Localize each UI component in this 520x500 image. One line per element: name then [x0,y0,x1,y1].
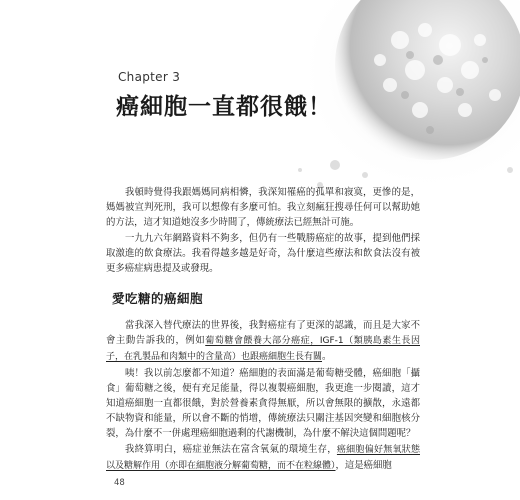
paragraph [106,442,420,474]
paragraph: 我頓時覺得我跟媽媽同病相憐，我深知罹癌的孤單和寂寞，更慘的是，媽媽被宣判死刑，我可以想像有多麼可怕。我立刻瘋狂搜尋任何可以幫助她的方法，這才知道她沒多少時間了，傳統療法已經無計可施。 [106,187,420,228]
intro-text [106,185,420,277]
text-run: 當我深入替代療法的世界後，我對癌症有了更深的認識，而且是大家不會主動告訴我的，例如 [106,320,420,346]
paragraph: 一九九六年網路資料不夠多，但仍有一些戰勝癌症的故事，提到他們採取激進的飲食療法。我看得越多越是好奇，為什麼這些療法和飲食法沒有被更多癌症病患提及或發現。 [106,233,420,274]
text-run: 。 [322,351,332,362]
paragraph [106,318,420,365]
highlighted-text: 癌細胞偏好無氧狀態以及糖解作用（亦即在細胞液分解葡萄糖，而不在粒線體） [106,445,420,471]
text-run: 我終算明白，癌症並無法在富含氧氣的環境生存， [125,444,337,455]
page-number: 48 [114,478,125,488]
chapter-title: 癌細胞一直都很餓！ [116,93,332,120]
section-text [106,318,420,475]
paragraph: 咦！我以前怎麼都不知道？癌細胞的表面滿是葡萄糖受體，癌細胞「攝食」葡萄糖之後，便有充足能量，得以複製癌細胞，我更進一步閱讀，這才知道癌細胞一直都很餓，對於營養素貪得無厭，所以會無限的擴散，永遠都不缺物資和能量，所以會不斷的悄增，傳統療法只關注基因突變和細胞核分裂，為什麼不一併處理癌細胞過剩的代謝機制，為什麼不解決這個問題呢？ [106,368,420,439]
highlighted-text: 葡萄糖會餵養大部分癌症，IGF-1（類胰島素生長因子，在乳製品和肉類中的含量高）也跟癌細胞生長有關 [106,336,420,362]
text-run: ，這是癌細胞 [335,460,392,471]
chapter-label: Chapter 3 [118,70,181,84]
section-heading: 愛吃糖的癌細胞 [112,291,204,306]
